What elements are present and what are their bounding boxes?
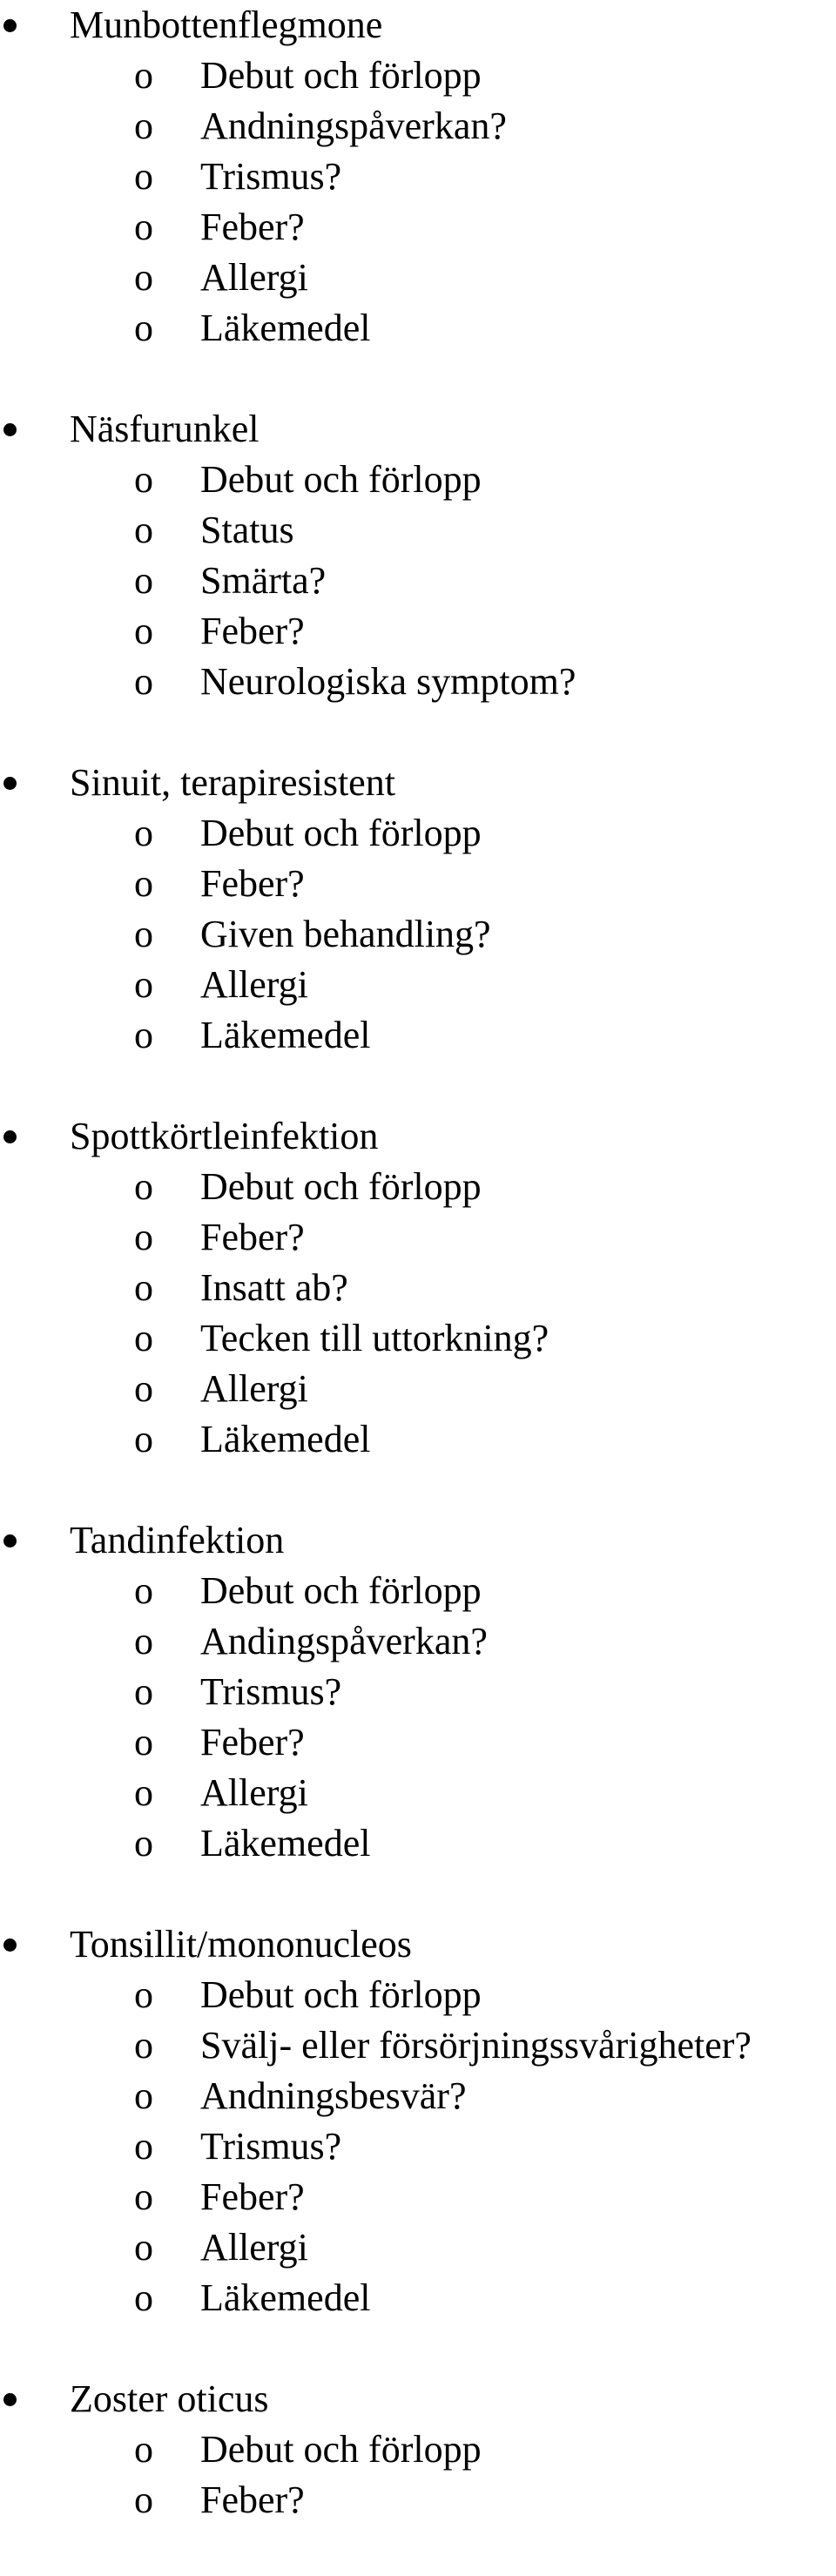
list-item	[0, 2121, 836, 2172]
list-item	[0, 505, 836, 556]
list-item-text: Neurologiska symptom?	[200, 660, 576, 703]
sub-bullet-marker: o	[134, 1014, 153, 1056]
list-item	[0, 2222, 836, 2273]
list-item	[0, 2273, 836, 2323]
list-item	[0, 859, 836, 909]
sub-bullet-marker: o	[134, 2428, 153, 2471]
list-item	[0, 455, 836, 505]
list-item	[0, 1566, 836, 1616]
sub-bullet-marker: o	[134, 1973, 153, 2016]
list-item	[0, 253, 836, 303]
list-item-text: Trismus?	[200, 2125, 342, 2168]
list-item	[0, 808, 836, 859]
list-item-text: Feber?	[200, 1216, 305, 1258]
list-item	[0, 1717, 836, 1768]
list-item	[0, 152, 836, 202]
sub-bullet-marker: o	[134, 862, 153, 905]
list-item-text: Läkemedel	[200, 1418, 371, 1460]
list-item-text: Debut och förlopp	[200, 458, 482, 501]
list-item	[0, 1263, 836, 1313]
section-heading-text: Tonsillit/mononucleos	[70, 1923, 412, 1966]
list-item-text: Feber?	[200, 206, 305, 248]
list-item	[0, 1364, 836, 1414]
list-item	[0, 202, 836, 253]
bullet-icon	[3, 1939, 17, 1952]
list-section	[0, 2374, 836, 2525]
section-heading	[0, 758, 836, 808]
list-item-text: Allergi	[200, 1367, 308, 1410]
sub-bullet-marker: o	[134, 812, 153, 854]
sub-bullet-marker: o	[134, 2024, 153, 2067]
list-item-text: Debut och förlopp	[200, 1973, 482, 2016]
section-heading	[0, 404, 836, 455]
list-item	[0, 1414, 836, 1465]
list-item	[0, 303, 836, 354]
sub-bullet-marker: o	[134, 1569, 153, 1612]
sub-bullet-marker: o	[134, 1367, 153, 1410]
list-item-text: Debut och förlopp	[200, 812, 482, 854]
sub-bullet-marker: o	[134, 610, 153, 652]
section-heading	[0, 2374, 836, 2424]
list-item-text: Debut och förlopp	[200, 1165, 482, 1208]
list-item	[0, 1313, 836, 1364]
sub-bullet-marker: o	[134, 2175, 153, 2218]
sub-bullet-marker: o	[134, 1670, 153, 1713]
list-item-text: Andingspåverkan?	[200, 1620, 488, 1662]
list-item	[0, 1667, 836, 1717]
list-item-text: Debut och förlopp	[200, 54, 482, 97]
sub-bullet-marker: o	[134, 2276, 153, 2319]
section-heading-text: Sinuit, terapiresistent	[70, 761, 395, 804]
list-item-text: Allergi	[200, 2226, 308, 2269]
list-item	[0, 657, 836, 707]
list-item	[0, 909, 836, 960]
section-heading	[0, 0, 836, 51]
section-heading-text: Tandinfektion	[70, 1519, 285, 1561]
list-item-text: Trismus?	[200, 155, 342, 198]
list-item-text: Svälj- eller försörjningssvårigheter?	[200, 2024, 752, 2067]
list-item-text: Läkemedel	[200, 1822, 371, 1865]
sub-bullet-marker: o	[134, 1216, 153, 1258]
list-section	[0, 1515, 836, 1869]
list-item-text: Smärta?	[200, 559, 327, 602]
list-item-text: Läkemedel	[200, 2276, 371, 2319]
sub-bullet-marker: o	[134, 307, 153, 349]
sub-bullet-marker: o	[134, 1165, 153, 1208]
list-item-text: Allergi	[200, 1771, 308, 1814]
sub-bullet-marker: o	[134, 963, 153, 1006]
section-heading	[0, 1919, 836, 1970]
bullet-icon	[3, 2393, 17, 2406]
sub-bullet-marker: o	[134, 256, 153, 299]
list-section	[0, 404, 836, 707]
list-item-text: Feber?	[200, 2175, 305, 2218]
list-item-text: Läkemedel	[200, 307, 371, 349]
list-item-text: Debut och förlopp	[200, 1569, 482, 1612]
list-item-text: Allergi	[200, 963, 308, 1006]
list-item-text: Tecken till uttorkning?	[200, 1317, 549, 1359]
list-section	[0, 1919, 836, 2323]
list-item	[0, 1818, 836, 1869]
sub-bullet-marker: o	[134, 54, 153, 97]
list-item	[0, 1212, 836, 1263]
list-item	[0, 2475, 836, 2525]
list-item-text: Allergi	[200, 256, 308, 299]
bullet-icon	[3, 1534, 17, 1548]
bullet-icon	[3, 423, 17, 436]
list-item-text: Feber?	[200, 610, 305, 652]
sub-bullet-marker: o	[134, 155, 153, 198]
bullet-icon	[3, 777, 17, 790]
list-section	[0, 1111, 836, 1465]
sub-bullet-marker: o	[134, 1418, 153, 1460]
list-item-text: Given behandling?	[200, 913, 491, 955]
list-item-text: Feber?	[200, 862, 305, 905]
sub-bullet-marker: o	[134, 509, 153, 551]
sub-bullet-marker: o	[134, 1266, 153, 1309]
section-heading-text: Munbottenflegmone	[70, 3, 383, 46]
sub-bullet-marker: o	[134, 1721, 153, 1763]
list-item	[0, 960, 836, 1010]
sub-bullet-marker: o	[134, 105, 153, 147]
list-item	[0, 2172, 836, 2222]
sub-bullet-marker: o	[134, 2125, 153, 2168]
list-item-text: Status	[200, 509, 294, 551]
sub-bullet-marker: o	[134, 1771, 153, 1814]
sub-bullet-marker: o	[134, 458, 153, 501]
section-heading-text: Spottkörtleinfektion	[70, 1115, 379, 1157]
list-item	[0, 1010, 836, 1061]
list-item	[0, 1616, 836, 1667]
list-item	[0, 51, 836, 101]
list-item-text: Andningspåverkan?	[200, 105, 507, 147]
sub-bullet-marker: o	[134, 1620, 153, 1662]
list-item-text: Debut och förlopp	[200, 2428, 482, 2471]
sub-bullet-marker: o	[134, 2074, 153, 2117]
sub-bullet-marker: o	[134, 660, 153, 703]
bullet-icon	[3, 1130, 17, 1143]
list-item	[0, 1162, 836, 1212]
sub-bullet-marker: o	[134, 2226, 153, 2269]
list-item	[0, 2424, 836, 2475]
list-section	[0, 0, 836, 354]
list-item	[0, 1768, 836, 1818]
list-section	[0, 758, 836, 1061]
sub-bullet-marker: o	[134, 913, 153, 955]
list-item-text: Feber?	[200, 2478, 305, 2521]
list-item	[0, 2020, 836, 2071]
list-item-text: Andningsbesvär?	[200, 2074, 467, 2117]
list-item-text: Läkemedel	[200, 1014, 371, 1056]
sub-bullet-marker: o	[134, 1317, 153, 1359]
section-heading	[0, 1515, 836, 1566]
sub-bullet-marker: o	[134, 206, 153, 248]
list-item	[0, 101, 836, 152]
list-item	[0, 556, 836, 606]
sub-bullet-marker: o	[134, 559, 153, 602]
list-item	[0, 606, 836, 657]
list-item	[0, 1970, 836, 2020]
list-item	[0, 2071, 836, 2121]
sub-bullet-marker: o	[134, 1822, 153, 1865]
section-heading-text: Näsfurunkel	[70, 408, 260, 450]
bullet-icon	[3, 19, 17, 32]
list-item-text: Trismus?	[200, 1670, 342, 1713]
section-heading-text: Zoster oticus	[70, 2377, 269, 2420]
section-heading	[0, 1111, 836, 1162]
list-item-text: Insatt ab?	[200, 1266, 348, 1309]
sub-bullet-marker: o	[134, 2478, 153, 2521]
list-item-text: Feber?	[200, 1721, 305, 1763]
